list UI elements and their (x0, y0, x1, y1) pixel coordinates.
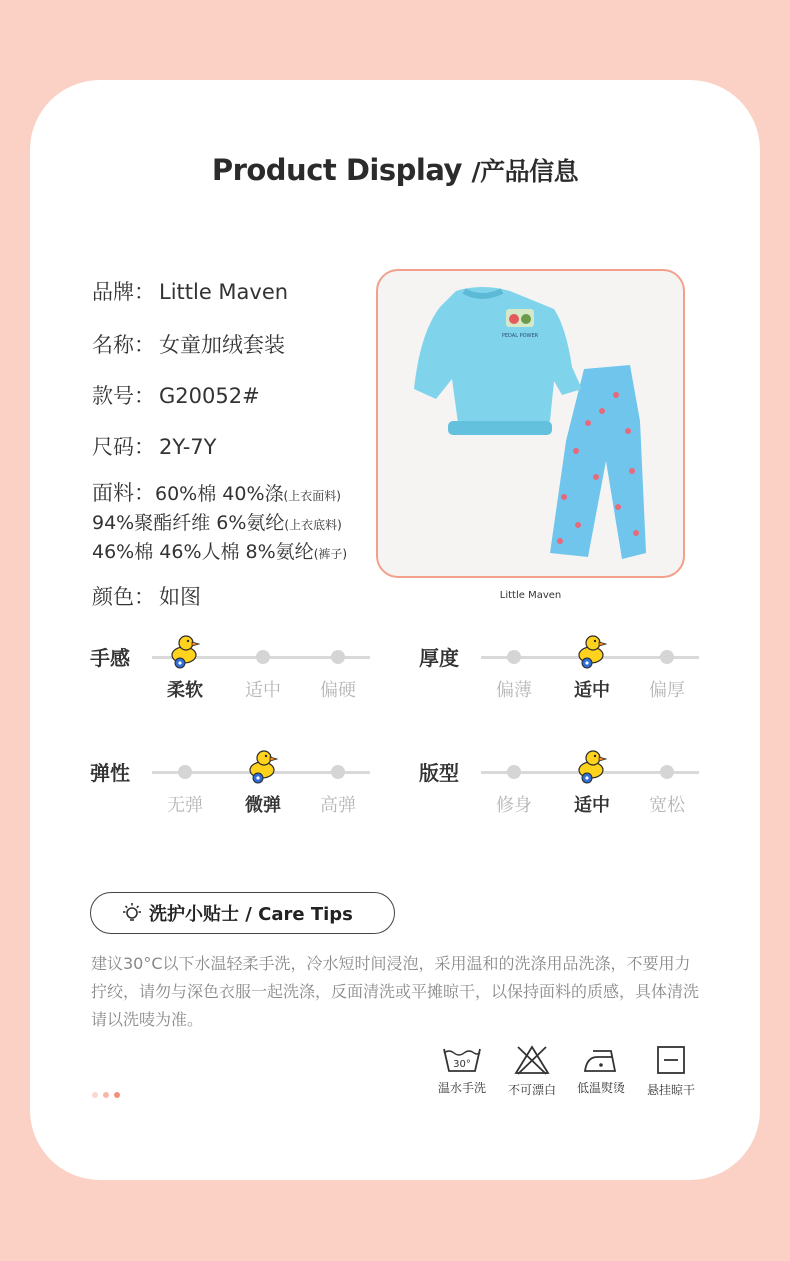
line-dry-icon (656, 1045, 686, 1075)
duck-marker-icon (575, 633, 609, 669)
info-name (92, 329, 285, 359)
info-model-value: G20052# (159, 384, 260, 408)
duck-marker-icon (575, 748, 609, 784)
info-brand-label: 品牌： (92, 280, 155, 304)
attr-option: 适中 (574, 795, 610, 816)
page-dot (92, 1092, 98, 1098)
attr-label: 弹性 (90, 761, 130, 785)
photo-caption: Little Maven (499, 590, 562, 601)
care-icon-label: 不可漂白 (507, 1083, 556, 1097)
low-iron-icon (583, 1045, 619, 1073)
fabric-line2: 94%聚酯纤维 6%氨纶 (92, 512, 285, 534)
page-title (0, 152, 790, 188)
info-color-value: 如图 (159, 585, 201, 609)
care-icon-label: 悬挂晾干 (646, 1083, 695, 1097)
attr-dot (331, 650, 345, 664)
fabric-line3: 46%棉 46%人棉 8%氨纶 (92, 541, 314, 563)
attr-dot (331, 765, 345, 779)
title-en: Product Display (211, 153, 462, 187)
info-name-value: 女童加绒套装 (159, 333, 285, 357)
care-icon-label: 低温熨烫 (576, 1081, 625, 1095)
attr-dot (256, 650, 270, 664)
fabric-line1: 60%棉 40%涤 (155, 483, 284, 505)
page-dot (103, 1092, 109, 1098)
attr-option: 偏薄 (496, 680, 532, 701)
wash-temp: 30° (453, 1059, 471, 1070)
care-tips-pill (90, 892, 395, 934)
attr-option: 柔软 (167, 680, 203, 701)
fabric-line3-note: (裤子) (313, 547, 348, 561)
attr-label: 版型 (419, 761, 459, 785)
info-name-label: 名称： (92, 333, 155, 357)
info-size (92, 431, 216, 461)
attr-option: 修身 (496, 795, 532, 816)
care-line-dry (636, 1045, 706, 1098)
attr-dot (178, 765, 192, 779)
care-low-iron (566, 1045, 636, 1096)
outfit-illustration (378, 271, 685, 578)
care-tips-text: 建议30°C以下水温轻柔手洗，冷水短时间浸泡，采用温和的洗涤用品洗涤，不要用力拧绞，请勿与深色衣服一起洗涤，反面清洗或平摊晾干，以保持面料的质感，具体清洗请以洗唛为准。 (91, 954, 700, 1029)
attr-option: 无弹 (167, 795, 203, 816)
care-tips-title: 洗护小贴士 / Care Tips (149, 904, 353, 925)
info-color-label: 颜色： (92, 585, 155, 609)
attr-option: 适中 (574, 680, 610, 701)
care-no-bleach (497, 1045, 567, 1098)
info-brand (92, 276, 288, 306)
product-photo (376, 269, 685, 578)
info-brand-value: Little Maven (159, 280, 289, 304)
fabric-line2-note: (上衣底料) (284, 518, 342, 532)
attr-label: 厚度 (419, 646, 459, 670)
attr-dot (507, 650, 521, 664)
sweatshirt-print-text: PEDAL POWER (501, 333, 539, 339)
attr-dot (507, 765, 521, 779)
title-separator: / (471, 157, 481, 186)
info-model (92, 380, 260, 410)
attr-option: 适中 (245, 680, 281, 701)
info-size-label: 尺码： (92, 435, 155, 459)
lightbulb-icon (121, 902, 143, 924)
info-fabric (92, 480, 347, 568)
attr-option: 偏硬 (320, 680, 356, 701)
info-fabric-label: 面料： (92, 481, 155, 505)
attr-option: 偏厚 (649, 680, 685, 701)
care-hand-wash (427, 1045, 497, 1096)
no-bleach-icon (514, 1045, 550, 1075)
fabric-line1-note: (上衣面料) (283, 489, 341, 503)
info-color (92, 581, 201, 611)
duck-marker-icon (246, 748, 280, 784)
attr-dot (660, 765, 674, 779)
info-model-label: 款号： (92, 384, 155, 408)
care-icon-label: 温水手洗 (437, 1081, 486, 1095)
page-dot (114, 1092, 120, 1098)
duck-marker-icon (168, 633, 202, 669)
attr-option: 高弹 (320, 795, 356, 816)
attr-dot (660, 650, 674, 664)
attr-option: 微弹 (245, 795, 281, 816)
hand-wash-icon (442, 1045, 482, 1073)
sweatshirt-image (414, 287, 582, 430)
title-cn: 产品信息 (480, 157, 579, 186)
attr-label: 手感 (90, 646, 130, 670)
attr-option: 宽松 (649, 795, 685, 816)
info-size-value: 2Y-7Y (159, 435, 217, 459)
